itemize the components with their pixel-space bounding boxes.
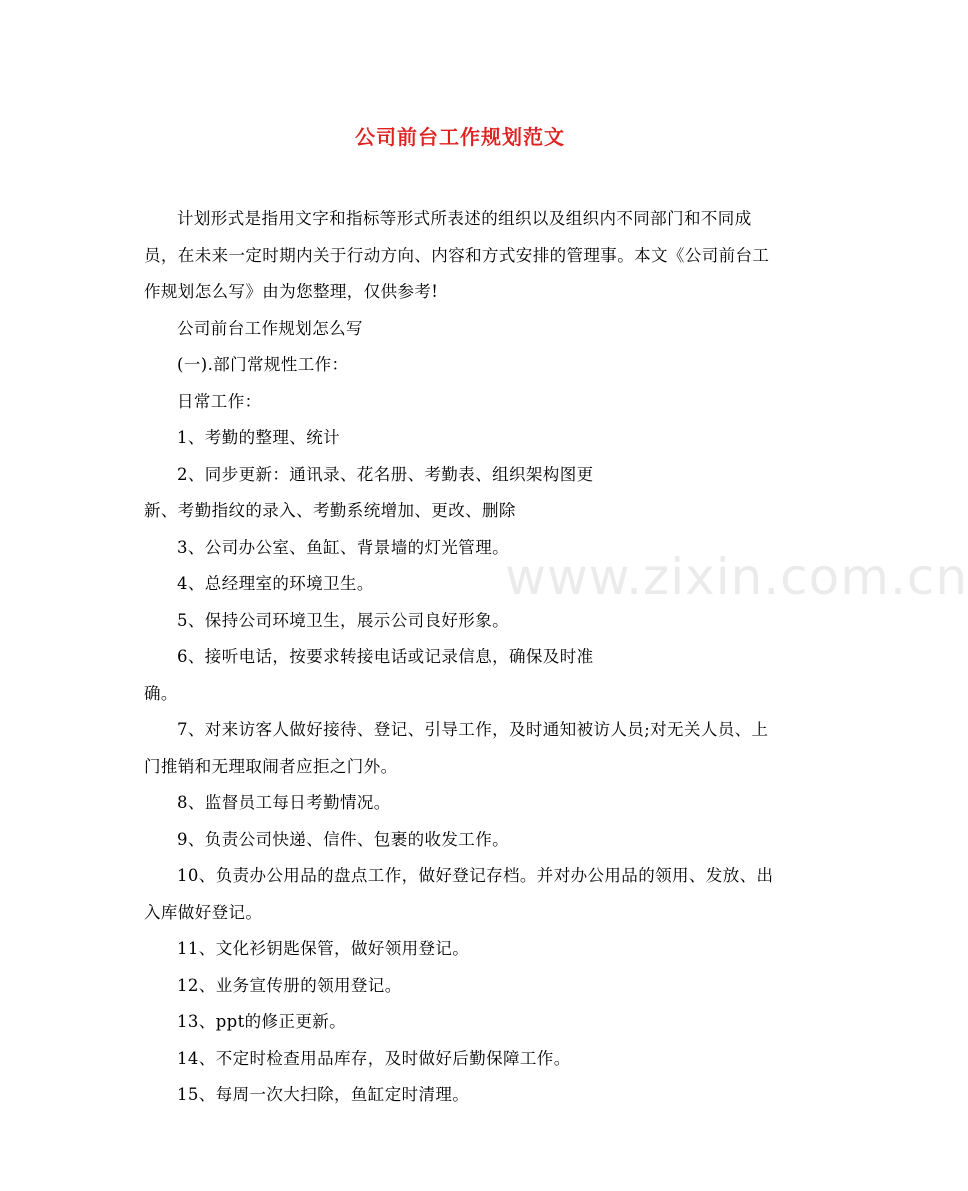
list-item: 15、每周一次大扫除，鱼缸定时清理。 (177, 1085, 470, 1104)
list-item: 12、业务宣传册的领用登记。 (177, 975, 402, 995)
subsection-heading: (一).部门常规性工作： (177, 355, 349, 374)
section-heading: 公司前台工作规划怎么写 (177, 318, 363, 338)
list-item: 7、对来访客人做好接待、登记、引导工作，及时通知被访人员;对无关人员、上门推销和无理取闹者应拒之门外。 (144, 720, 769, 776)
list-item: 14、不定时检查用品库存，及时做好后勤保障工作。 (177, 1048, 571, 1068)
list-item: 6、接听电话，按要求转接电话或记录信息，确保及时准 (177, 647, 594, 666)
list-item: 13、ppt的修正更新。 (177, 1012, 347, 1031)
watermark: www.zixin.com.cn (505, 548, 968, 606)
document-title: 公司前台工作规划范文 (355, 125, 565, 149)
list-item: 10、负责办公用品的盘点工作，做好登记存档。并对办公用品的领用、发放、出入库做好登记。 (144, 866, 774, 922)
list-item-continuation: 确。 (144, 683, 178, 703)
list-item: 4、总经理室的环境卫生。 (177, 574, 374, 593)
document-body (144, 201, 774, 1114)
list-item: 3、公司办公室、鱼缸、背景墙的灯光管理。 (177, 537, 509, 557)
list-item: 9、负责公司快递、信件、包裹的收发工作。 (177, 829, 509, 849)
intro-paragraph: 计划形式是指用文字和指标等形式所表述的组织以及组织内不同部门和不同成员，在未来一定时期内关于行动方向、内容和方式安排的管理事。本文《公司前台工作规划怎么写》由为您整理，仅供参考! (144, 209, 770, 301)
daily-work-label: 日常工作： (177, 391, 262, 411)
list-item: 5、保持公司环境卫生，展示公司良好形象。 (177, 610, 509, 630)
list-item: 8、监督员工每日考勤情况。 (177, 793, 391, 812)
list-item: 11、文化衫钥匙保管，做好领用登记。 (177, 939, 470, 958)
list-item-continuation: 新、考勤指纹的录入、考勤系统增加、更改、删除 (144, 501, 516, 520)
list-item: 2、同步更新：通讯录、花名册、考勤表、组织架构图更 (177, 464, 594, 484)
list-item: 1、考勤的整理、统计 (177, 428, 340, 447)
